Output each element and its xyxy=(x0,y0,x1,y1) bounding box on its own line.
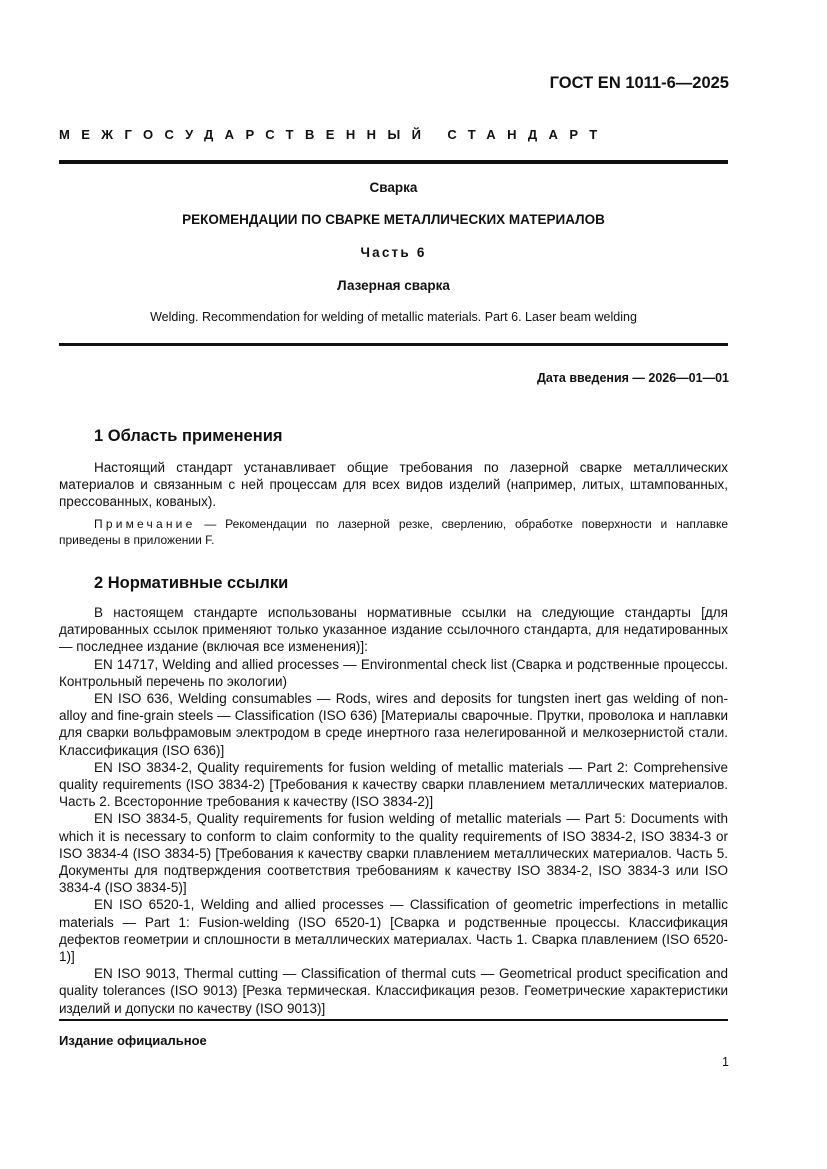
scope-paragraph: Настоящий стандарт устанавливает общие требования по лазерной сварке металлических материалов и связанным с ней процессам для всех видов изделий (например, литых, штампованных, прессованных, кованых). xyxy=(59,460,728,510)
page-number: 1 xyxy=(722,1055,729,1069)
reference-item: EN ISO 636, Welding consumables — Rods, wires and deposits for tungsten inert gas welding of non-alloy and fine-grain steels — Classification (ISO 636) [Материалы сварочные. Прутки, проволока и наплавки для сварки вольфрамовым электродом в среде инертного газа нелегированной и мелкозернистой стали. Классификация (ISO 636)] xyxy=(59,691,728,758)
standard-code: ГОСТ EN 1011-6—2025 xyxy=(549,74,729,92)
reference-item: EN 14717, Welding and allied processes — Environmental check list (Сварка и родственные процессы. Контрольный перечень по экологии) xyxy=(59,656,728,689)
section-1-heading: 1 Область применения xyxy=(94,427,283,445)
references-intro: В настоящем стандарте использованы нормативные ссылки на следующие стандарты [для датированных ссылок применяют только указанное издание ссылочного стандарта, для недатированных — последнее издание (включая все изменения)]: xyxy=(59,605,728,655)
interstate-standard-banner: МЕЖГОСУДАРСТВЕННЫЙ СТАНДАРТ xyxy=(59,127,609,142)
note-label: Примечание xyxy=(94,517,196,531)
reference-item: EN ISO 3834-2, Quality requirements for fusion welding of metallic materials — Part 2: Comprehensive quality requirements (ISO 3834-2) [Требования к качеству сварки плавлением металлических материалов. Часть 2. Всесторонние требования к качеству (ISO 3834-2)] xyxy=(59,759,728,810)
header-divider xyxy=(59,160,728,164)
reference-item: EN ISO 9013, Thermal cutting — Classification of thermal cuts — Geometrical product specification and quality tolerances (ISO 9013) [Резка термическая. Классификация резов. Геометрические характеристики изделий и допуски по качеству (ISO 9013)] xyxy=(59,966,728,1016)
title-english: Welding. Recommendation for welding of metallic materials. Part 6. Laser beam welding xyxy=(150,310,637,324)
section-1-body xyxy=(59,459,728,511)
title-main: РЕКОМЕНДАЦИИ ПО СВАРКЕ МЕТАЛЛИЧЕСКИХ МАТЕРИАЛОВ xyxy=(182,212,605,227)
section-2-body xyxy=(59,604,728,1017)
reference-item: EN ISO 3834-5, Quality requirements for fusion welding of metallic materials — Part 5: Documents with which it is necessary to conform to claim conformity to the quality requirements of ISO 3834-2, ISO 3834-3 or ISO 3834-4 (ISO 3834-5) [Требования к качеству сварки плавлением металлических материалов. Часть 5. Документы для подтверждения соответствия требованиям к качеству ISO 3834-2, ISO 3834-3 или ISO 3834-4 (ISO 3834-5)] xyxy=(59,811,728,896)
introduction-date: Дата введения — 2026—01—01 xyxy=(536,371,729,385)
title-divider xyxy=(59,343,728,346)
reference-item: EN ISO 6520-1, Welding and allied processes — Classification of geometric imperfections in metallic materials — Part 1: Fusion-welding (ISO 6520-1) [Сварка и родственные процессы. Классификация дефектов геометрии и сплошности в металлических материалах. Часть 1. Сварка плавлением (ISO 6520-1)] xyxy=(59,897,728,965)
section-2-heading: 2 Нормативные ссылки xyxy=(94,574,289,592)
official-edition-label: Издание официальное xyxy=(59,1033,207,1048)
title-subject: Лазерная сварка xyxy=(337,278,450,293)
note-text: — Рекомендации по лазерной резке, сверлению, обработке поверхности и наплавке приведены в приложении F. xyxy=(59,517,728,547)
title-group: Сварка xyxy=(369,180,418,195)
note-paragraph xyxy=(59,516,728,548)
section-1-note xyxy=(59,516,728,548)
title-part: Часть 6 xyxy=(360,245,427,260)
footer-divider xyxy=(59,1019,728,1021)
